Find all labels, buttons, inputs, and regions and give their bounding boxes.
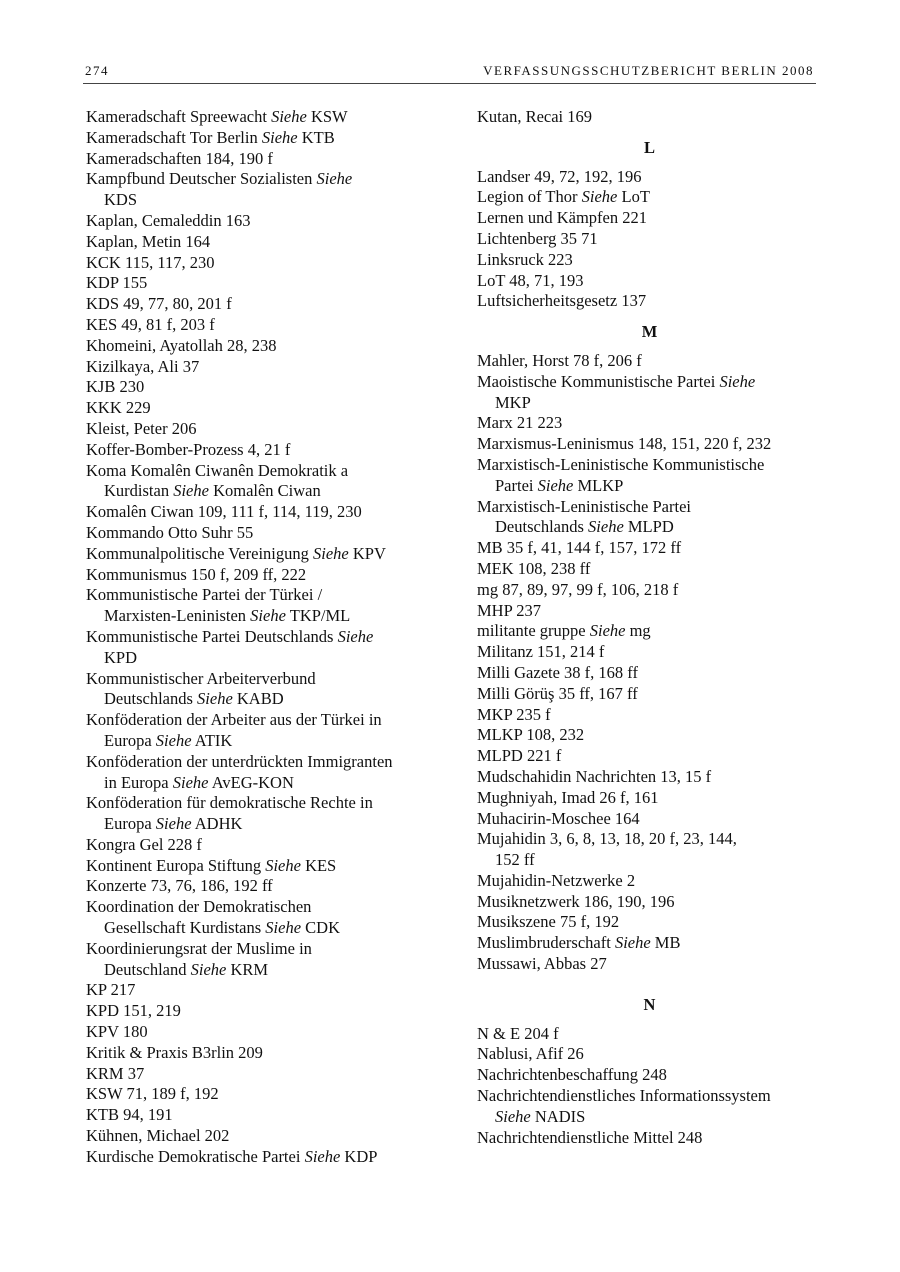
cross-reference-target: MLKP	[577, 475, 624, 495]
index-term: militante gruppe	[477, 621, 586, 641]
index-entry	[477, 187, 822, 208]
index-entry	[477, 167, 822, 188]
index-entry	[477, 1086, 822, 1128]
index-term: KDP 155	[86, 273, 148, 293]
cross-reference-label: Siehe	[304, 1146, 341, 1166]
index-term: mg 87, 89, 97, 99 f, 106, 218 f	[477, 579, 679, 599]
index-term: LoT 48, 71, 193	[477, 270, 584, 290]
index-term: Nablusi, Afif 26	[477, 1044, 584, 1064]
index-term: Mujahidin-Netzwerke 2	[477, 870, 636, 890]
cross-reference-label: Siehe	[190, 959, 227, 979]
index-entry	[86, 523, 438, 544]
index-entry	[86, 1126, 438, 1147]
cross-reference-target: ATIK	[194, 730, 233, 750]
index-entry	[86, 357, 438, 378]
index-term: Koffer-Bomber-Prozess 4, 21 f	[86, 439, 291, 459]
index-entry	[86, 1022, 438, 1043]
index-entry	[86, 107, 438, 128]
index-entry	[86, 856, 438, 877]
index-term: Kritik & Praxis B3rlin 209	[86, 1042, 263, 1062]
index-entry	[86, 273, 438, 294]
index-term: Mughniyah, Imad 26 f, 161	[477, 787, 659, 807]
index-term: Nachrichtenbeschaffung 248	[477, 1065, 667, 1085]
index-entry	[86, 585, 438, 627]
index-term: Marx 21 223	[477, 413, 563, 433]
index-term: Deutschland	[104, 959, 187, 979]
index-term: KES 49, 81 f, 203 f	[86, 314, 215, 334]
section-letter-n: N	[643, 994, 656, 1014]
page-number: 274	[85, 63, 109, 78]
cross-reference-label: Siehe	[614, 933, 651, 953]
index-entry	[86, 377, 438, 398]
index-entry	[86, 1064, 438, 1085]
cross-reference-target: MB	[654, 933, 681, 953]
index-entry	[477, 372, 822, 414]
index-entry	[477, 642, 822, 663]
index-entry	[477, 1024, 822, 1045]
cross-reference-label: Siehe	[337, 626, 374, 646]
index-term: Europa	[104, 814, 152, 834]
index-entry	[477, 250, 822, 271]
index-term: Kommunistische Partei der Türkei /	[86, 585, 323, 605]
index-term: Marxisten-Leninisten	[104, 606, 247, 626]
index-entry	[86, 211, 438, 232]
index-term: Konföderation der Arbeiter aus der Türkei in	[86, 710, 382, 730]
index-entry	[477, 746, 822, 767]
index-entry	[477, 829, 822, 871]
running-title: VERFASSUNGSSCHUTZBERICHT BERLIN 2008	[483, 63, 814, 78]
index-entry	[477, 1044, 822, 1065]
index-term: Landser 49, 72, 192, 196	[477, 166, 642, 186]
index-entry	[477, 559, 822, 580]
index-term: Nachrichtendienstliche Mittel 248	[477, 1127, 703, 1147]
index-term: Kaplan, Cemaleddin 163	[86, 210, 251, 230]
index-entry	[477, 208, 822, 229]
index-term: Militanz 151, 214 f	[477, 642, 605, 662]
cross-reference-label: Siehe	[495, 1106, 531, 1126]
index-term: KSW 71, 189 f, 192	[86, 1084, 219, 1104]
cross-reference-target: KES	[305, 855, 337, 875]
index-entry	[86, 710, 438, 752]
index-term: Linksruck 223	[477, 249, 573, 269]
index-entry	[477, 663, 822, 684]
index-term: Europa	[104, 730, 152, 750]
index-term: Konföderation für demokratische Rechte in	[86, 793, 373, 813]
index-term: Konzerte 73, 76, 186, 192 ff	[86, 876, 273, 896]
index-term: MKP 235 f	[477, 704, 551, 724]
index-entry	[86, 419, 438, 440]
index-term: MLPD 221 f	[477, 746, 562, 766]
index-entry	[477, 892, 822, 913]
index-entry	[86, 627, 438, 669]
index-term: Kongra Gel 228 f	[86, 834, 202, 854]
cross-reference-target: Komalên Ciwan	[213, 481, 321, 501]
index-term: Kleist, Peter 206	[86, 418, 197, 438]
index-term: Kameradschaften 184, 190 f	[86, 148, 273, 168]
index-term: in Europa	[104, 772, 169, 792]
index-entry	[86, 835, 438, 856]
index-entry	[86, 502, 438, 523]
cross-reference-target: TKP/ML	[289, 606, 351, 626]
cross-reference-label: Siehe	[719, 371, 756, 391]
index-term: Milli Gazete 38 f, 168 ff	[477, 662, 638, 682]
index-entry	[477, 621, 822, 642]
index-term: Kommando Otto Suhr 55	[86, 522, 254, 542]
cross-reference-target: mg	[629, 621, 651, 641]
index-entry	[86, 440, 438, 461]
index-term: KPV 180	[86, 1022, 148, 1042]
index-term: Kommunismus 150 f, 209 ff, 222	[86, 564, 307, 584]
index-entry	[477, 271, 822, 292]
cross-reference-target: KRM	[230, 959, 269, 979]
index-entry	[86, 565, 438, 586]
index-entry	[477, 871, 822, 892]
cross-reference-label: Siehe	[250, 606, 286, 626]
index-entry	[477, 725, 822, 746]
index-entry	[477, 413, 822, 434]
cross-reference-target: KDP	[344, 1146, 378, 1166]
index-term: 152 ff	[495, 850, 535, 870]
index-term: KRM 37	[86, 1063, 145, 1083]
index-term: Marxistisch-Leninistische Partei	[477, 496, 691, 516]
index-term: Kutan, Recai 169	[477, 107, 593, 126]
index-entry	[86, 669, 438, 711]
index-entry	[86, 939, 438, 981]
index-term: KTB 94, 191	[86, 1105, 173, 1125]
index-term: Kameradschaft Spreewacht	[86, 107, 267, 126]
index-term: MLKP 108, 232	[477, 725, 585, 745]
cross-reference-label: Siehe	[313, 543, 349, 563]
index-term: KKK 229	[86, 398, 151, 418]
index-entry	[477, 580, 822, 601]
cross-reference-target: AvEG-KON	[211, 772, 294, 792]
page-header	[83, 63, 816, 84]
index-term: Koordination der Demokratischen	[86, 897, 312, 917]
index-entry	[477, 1128, 822, 1149]
index-entry	[86, 876, 438, 897]
index-entry	[86, 793, 438, 835]
index-term: Kontinent Europa Stiftung	[86, 855, 262, 875]
index-term: Kühnen, Michael 202	[86, 1126, 230, 1146]
index-term: Muhacirin-Moschee 164	[477, 808, 640, 828]
index-entry	[86, 149, 438, 170]
index-term: Mudschahidin Nachrichten 13, 15 f	[477, 766, 712, 786]
cross-reference-target: LoT	[621, 187, 650, 207]
index-term: Khomeini, Ayatollah 28, 238	[86, 335, 277, 355]
index-entry	[86, 1105, 438, 1126]
cross-reference-target: MLPD	[627, 517, 674, 537]
index-entry	[477, 291, 822, 312]
index-entry	[477, 1065, 822, 1086]
index-entry	[86, 1084, 438, 1105]
cross-reference-label: Siehe	[271, 107, 307, 126]
index-entry	[86, 752, 438, 794]
index-entry	[477, 954, 822, 975]
index-term: Musikszene 75 f, 192	[477, 912, 620, 932]
index-entry	[477, 601, 822, 622]
cross-reference-target: KTB	[301, 127, 335, 147]
index-term: MB 35 f, 41, 144 f, 157, 172 ff	[477, 538, 682, 558]
index-entry	[477, 107, 822, 128]
index-entry	[86, 398, 438, 419]
index-term: Kampfbund Deutscher Sozialisten	[86, 169, 313, 189]
cross-reference-label: Siehe	[197, 689, 233, 709]
index-column-right	[477, 107, 822, 1148]
index-entry	[86, 232, 438, 253]
index-entry	[477, 684, 822, 705]
index-term: Muslimbruderschaft	[477, 933, 611, 953]
index-term: Kurdistan	[104, 481, 170, 501]
index-entry	[86, 1001, 438, 1022]
index-entry	[477, 767, 822, 788]
section-letter-m: M	[641, 322, 658, 342]
index-term: Mahler, Horst 78 f, 206 f	[477, 350, 642, 370]
index-term: KP 217	[86, 980, 136, 1000]
index-entry	[86, 169, 438, 211]
index-term: Deutschlands	[495, 517, 584, 537]
index-term: KCK 115, 117, 230	[86, 252, 215, 272]
index-entry	[86, 1147, 438, 1168]
cross-reference-label: Siehe	[261, 127, 298, 147]
index-term: MEK 108, 238 ff	[477, 558, 591, 578]
cross-reference-label: Siehe	[316, 169, 353, 189]
index-entry	[477, 455, 822, 497]
cross-reference-target: KPV	[352, 543, 386, 563]
cross-reference-label: Siehe	[155, 730, 192, 750]
index-entry	[86, 461, 438, 503]
index-entry	[477, 229, 822, 250]
index-term: Maoistische Kommunistische Partei	[477, 371, 716, 391]
cross-reference-target: CDK	[305, 918, 340, 938]
index-term: Luftsicherheitsgesetz 137	[477, 291, 647, 311]
index-term: Kommunalpolitische Vereinigung	[86, 543, 309, 563]
section-letter-l: L	[643, 137, 655, 157]
index-entry	[477, 912, 822, 933]
index-entry	[86, 128, 438, 149]
index-entry	[477, 538, 822, 559]
index-entry	[477, 788, 822, 809]
cross-reference-label: Siehe	[265, 918, 302, 938]
cross-reference-label: Siehe	[265, 855, 301, 875]
index-term: Kameradschaft Tor Berlin	[86, 127, 258, 147]
index-term: Komalên Ciwan 109, 111 f, 114, 119, 230	[86, 502, 362, 522]
index-entry	[86, 253, 438, 274]
index-entry	[86, 897, 438, 939]
index-term: Milli Görüş 35 ff, 167 ff	[477, 683, 638, 703]
index-term: Koma Komalên Ciwanên Demokratik a	[86, 460, 349, 480]
index-column-left	[86, 107, 438, 1168]
cross-reference-label: Siehe	[589, 621, 626, 641]
index-term: Mussawi, Abbas 27	[477, 954, 607, 974]
index-entry	[86, 315, 438, 336]
cross-reference-label: Siehe	[537, 475, 574, 495]
index-term: Kurdische Demokratische Partei	[86, 1146, 301, 1166]
cross-reference-label: Siehe	[155, 814, 192, 834]
index-term: Mujahidin 3, 6, 8, 13, 18, 20 f, 23, 144,	[477, 829, 737, 849]
index-entry	[86, 294, 438, 315]
index-term: Kommunistische Partei Deutschlands	[86, 626, 334, 646]
index-term: Gesellschaft Kurdistans	[104, 918, 262, 938]
index-term: KJB 230	[86, 377, 145, 397]
index-term: Deutschlands	[104, 689, 193, 709]
index-term: MKP	[495, 392, 531, 412]
index-term: Kaplan, Metin 164	[86, 231, 211, 251]
index-term: KDS 49, 77, 80, 201 f	[86, 294, 232, 314]
index-entry	[86, 336, 438, 357]
index-entry	[86, 544, 438, 565]
index-entry	[86, 1043, 438, 1064]
index-term: N & E 204 f	[477, 1023, 559, 1043]
index-term: Partei	[495, 475, 534, 495]
index-term: KPD 151, 219	[86, 1001, 181, 1021]
cross-reference-target: KABD	[236, 689, 284, 709]
index-entry	[477, 497, 822, 539]
index-entry	[477, 933, 822, 954]
cross-reference-target: ADHK	[194, 814, 243, 834]
index-term: MHP 237	[477, 600, 542, 620]
index-term: Musiknetzwerk 186, 190, 196	[477, 891, 675, 911]
cross-reference-label: Siehe	[172, 772, 209, 792]
index-term: Kizilkaya, Ali 37	[86, 356, 200, 376]
index-term: Kommunistischer Arbeiterverbund	[86, 668, 316, 688]
cross-reference-label: Siehe	[173, 481, 209, 501]
cross-reference-label: Siehe	[588, 517, 624, 537]
index-term: Lichtenberg 35 71	[477, 228, 598, 248]
index-term: Legion of Thor	[477, 187, 578, 207]
index-term: KPD	[104, 647, 138, 667]
index-entry	[477, 705, 822, 726]
index-term: Konföderation der unterdrückten Immigranten	[86, 751, 393, 771]
index-entry	[477, 809, 822, 830]
index-entry	[477, 434, 822, 455]
index-term: Koordinierungsrat der Muslime in	[86, 938, 312, 958]
index-term: Marxistisch-Leninistische Kommunistische	[477, 454, 765, 474]
index-term: Marxismus-Leninismus 148, 151, 220 f, 232	[477, 434, 772, 454]
cross-reference-label: Siehe	[581, 187, 618, 207]
index-entry	[86, 980, 438, 1001]
index-term: Lernen und Kämpfen 221	[477, 208, 647, 228]
index-entry	[477, 351, 822, 372]
index-term: Nachrichtendienstliches Informationssystem	[477, 1086, 771, 1106]
index-term: KDS	[104, 190, 138, 210]
cross-reference-target: KSW	[310, 107, 348, 126]
cross-reference-target: NADIS	[534, 1106, 586, 1126]
